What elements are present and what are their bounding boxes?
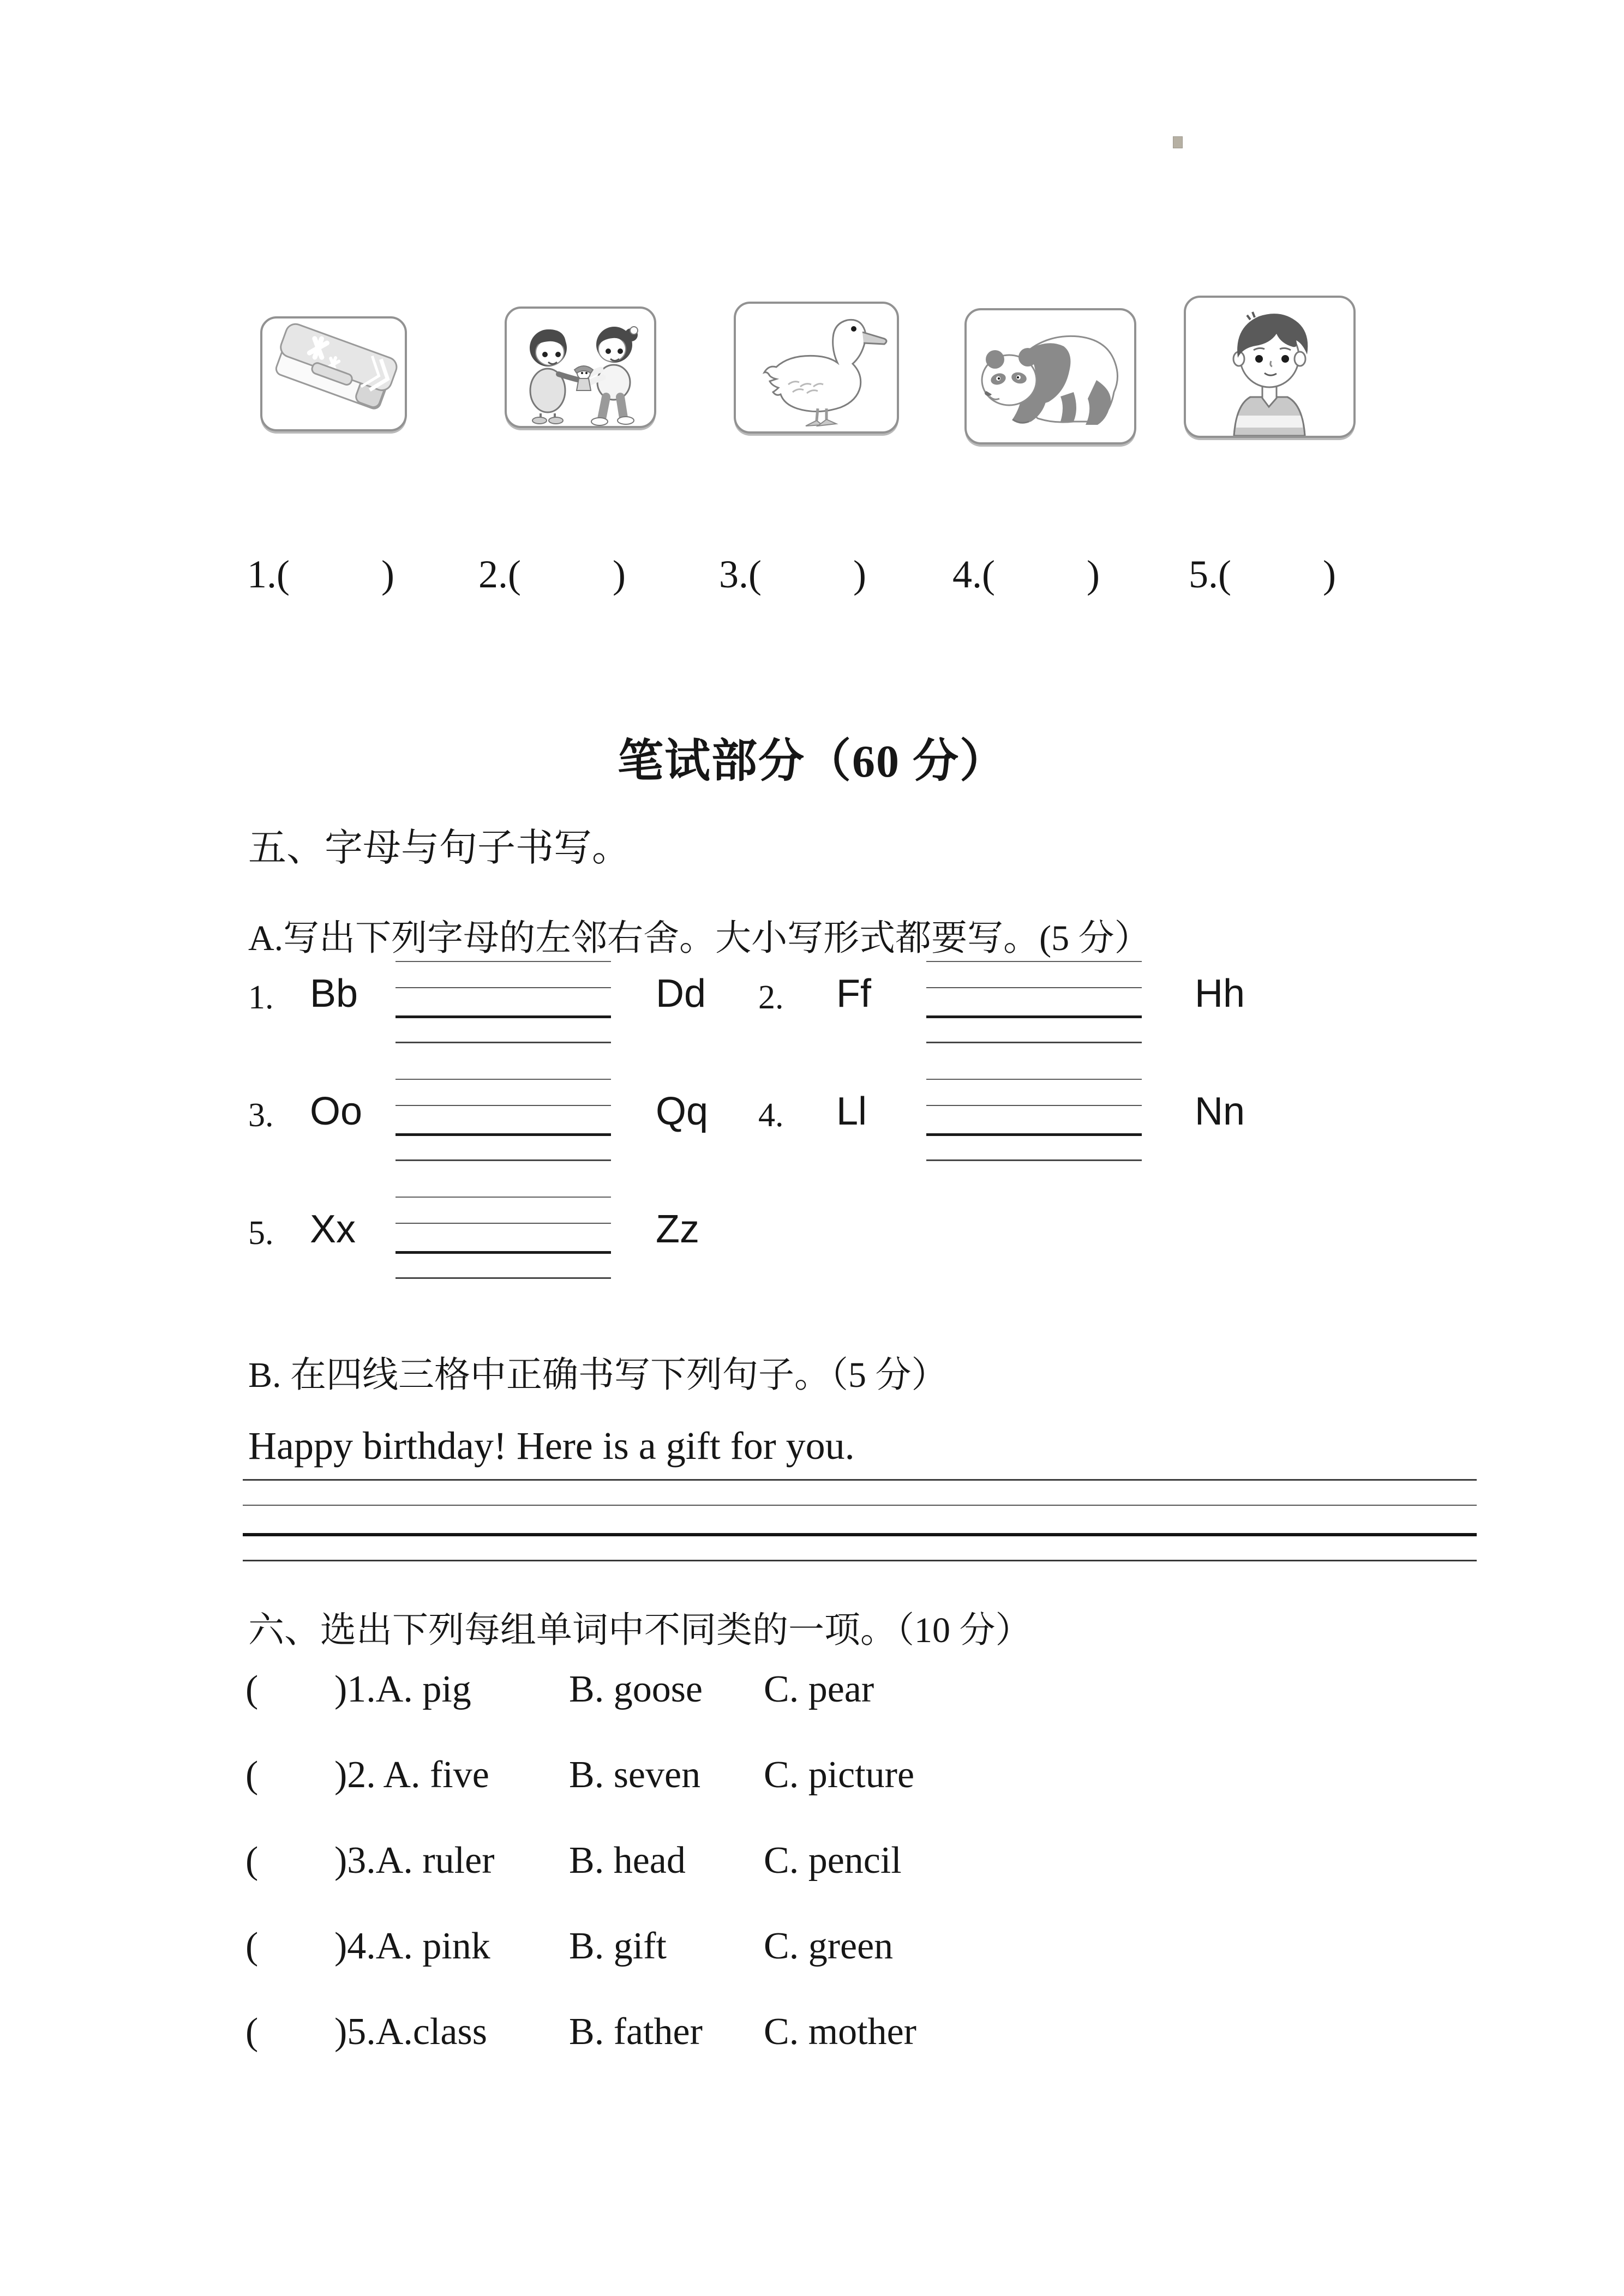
picture-box-1 (260, 316, 407, 431)
letter-item-number: 2. (758, 979, 784, 1016)
answer-gap (1231, 552, 1323, 597)
panda-icon (967, 310, 1134, 442)
mc-option-c: C. mother (764, 2011, 916, 2053)
answer-close-paren: ) (381, 552, 394, 596)
picture-box-4 (964, 308, 1136, 444)
picture-box-3 (734, 302, 899, 434)
answer-blank-1 (247, 552, 394, 597)
answer-label: 3.( (719, 552, 762, 596)
answer-close-paren: ) (612, 552, 626, 596)
sentence-to-copy: Happy birthday! Here is a gift for you. (248, 1424, 855, 1468)
written-section-title: 笔试部分（60 分） (617, 736, 1006, 787)
section5a-instruction: A.写出下列字母的左邻右舍。大小写形式都要写。(5 分） (248, 918, 1150, 958)
four-line-writing-area (243, 1479, 1477, 1562)
mc-option-b: B. gift (569, 1925, 667, 1967)
boy-icon (1186, 298, 1353, 436)
girls-exchanging-gift-icon (507, 309, 654, 426)
scan-artifact-mark (1173, 136, 1183, 148)
mc-option-a: )3.A. ruler (334, 1840, 495, 1882)
mc-option-c: C. picture (764, 1754, 915, 1796)
answer-blank-5 (1189, 552, 1336, 597)
letter-pair-left: Ll (836, 1090, 867, 1133)
mc-option-b: B. head (569, 1840, 686, 1882)
picture-box-5 (1184, 296, 1356, 438)
letter-item-number: 5. (248, 1215, 274, 1252)
writing-grid-blank (926, 961, 1142, 1044)
writing-grid-blank (395, 961, 611, 1044)
letter-item-number: 4. (758, 1097, 784, 1134)
letter-item-number: 1. (248, 979, 274, 1016)
mc-option-b: B. father (569, 2011, 703, 2053)
mc-open-paren: ( (245, 1925, 259, 1967)
answer-gap (995, 552, 1087, 597)
answer-blank-2 (478, 552, 626, 597)
mc-option-c: C. green (764, 1925, 894, 1967)
duck-icon (736, 304, 897, 431)
mc-option-b: B. seven (569, 1754, 701, 1796)
answer-label: 1.( (247, 552, 290, 596)
pencil-case-icon (262, 318, 405, 429)
letter-pair-left: Xx (310, 1207, 356, 1251)
letter-pair-left: Bb (310, 972, 358, 1015)
mc-open-paren: ( (245, 1840, 259, 1882)
letter-pair-right: Zz (656, 1207, 699, 1251)
letter-pair-right: Qq (656, 1090, 709, 1133)
writing-grid-blank (395, 1079, 611, 1162)
letter-item-number: 3. (248, 1097, 274, 1134)
answer-close-paren: ) (1086, 552, 1100, 596)
answer-blank-3 (719, 552, 866, 597)
answer-gap (521, 552, 613, 597)
letter-pair-right: Hh (1195, 972, 1245, 1015)
letter-pair-right: Nn (1195, 1090, 1245, 1133)
answer-label: 2.( (478, 552, 521, 596)
letter-pair-right: Dd (656, 972, 706, 1015)
mc-open-paren: ( (245, 1754, 259, 1796)
section5b-instruction: B. 在四线三格中正确书写下列句子。（5 分） (248, 1355, 948, 1395)
mc-option-b: B. goose (569, 1668, 703, 1710)
mc-option-c: C. pencil (764, 1840, 902, 1882)
writing-grid-blank (926, 1079, 1142, 1162)
picture-box-2 (505, 306, 656, 428)
mc-open-paren: ( (245, 1668, 259, 1710)
answer-gap (762, 552, 853, 597)
answer-label: 4.( (952, 552, 995, 596)
section6-heading: 六、选出下列每组单词中不同类的一项。（10 分） (248, 1610, 1032, 1650)
mc-option-a: )2. A. five (334, 1754, 489, 1796)
mc-option-a: )1.A. pig (334, 1668, 471, 1710)
mc-option-a: )5.A.class (334, 2011, 487, 2053)
section5-heading: 五、字母与句子书写。 (248, 827, 630, 869)
mc-option-c: C. pear (764, 1668, 874, 1710)
answer-gap (290, 552, 381, 597)
answer-close-paren: ) (1322, 552, 1336, 596)
answer-label: 5.( (1189, 552, 1231, 596)
letter-pair-left: Ff (836, 972, 871, 1015)
answer-close-paren: ) (853, 552, 866, 596)
writing-grid-blank (395, 1197, 611, 1279)
letter-pair-left: Oo (310, 1090, 363, 1133)
mc-open-paren: ( (245, 2011, 259, 2053)
answer-blank-4 (952, 552, 1100, 597)
mc-option-a: )4.A. pink (334, 1925, 490, 1967)
